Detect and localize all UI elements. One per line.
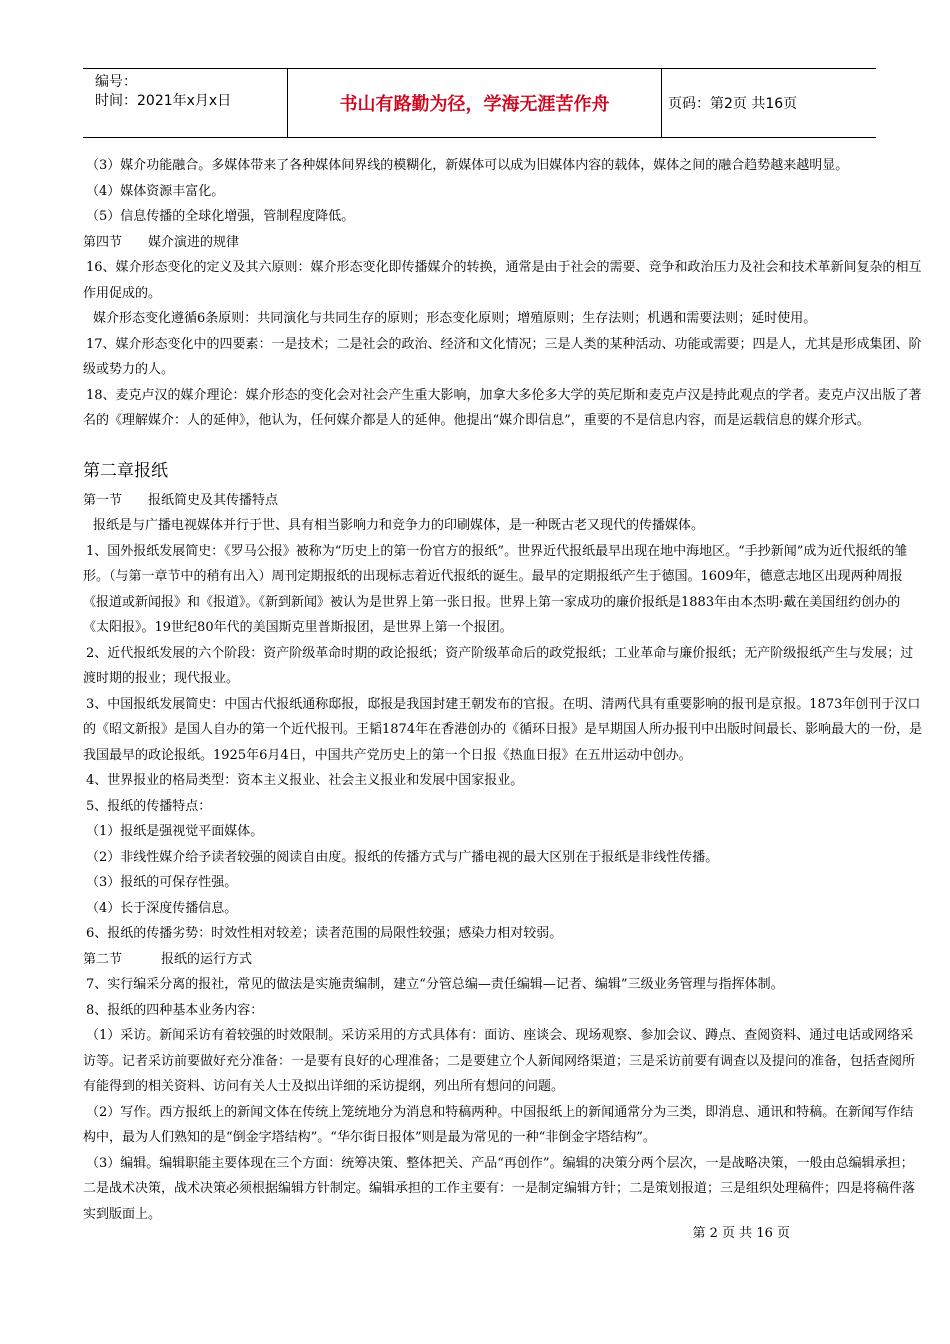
paragraph: 8、报纸的四种基本业务内容：	[86, 1002, 264, 1018]
chapter-title: 第二章报纸	[83, 460, 168, 481]
number-label: 编号：	[95, 74, 137, 90]
time-label: 时间：2021年x月x日	[95, 93, 232, 109]
paragraph: 报纸是与广播电视媒体并行于世、具有相当影响力和竞争力的印刷媒体，是一种既古老又现代的传播媒体。	[93, 518, 705, 533]
paragraph: （1）报纸是强视觉平面媒体。	[86, 824, 264, 839]
paragraph: （5）信息传播的全球化增强，管制程度降低。	[86, 209, 355, 224]
page-footer: 第 2 页 共 16 页	[692, 1226, 790, 1241]
paragraph: （2）写作。西方报纸上的新闻文体在传统上笼统地分为消息和特稿两种。中国报纸上的新闻通常分为三类，即消息、通讯和特稿。在新闻写作结构中，最为人们熟知的是“倒金字塔结构”。“华尔街日报体”则是最为常见的一种“非倒金字塔结构”。	[83, 1104, 914, 1145]
document-body	[83, 153, 923, 1227]
paragraph: （4）长于深度传播信息。	[86, 900, 238, 916]
section-heading: 第二节 报纸的运行方式	[83, 951, 253, 967]
paragraph: 2、近代报纸发展的六个阶段：资产阶级革命时期的政论报纸；资产阶级革命后的政党报纸；工业革命与廉价报纸；无产阶级报纸产生与发展；过渡时期的报业；现代报业。	[83, 645, 914, 686]
paragraph: （3）媒介功能融合。多媒体带来了各种媒体间界线的模糊化，新媒体可以成为旧媒体内容的载体，媒体之间的融合趋势越来越明显。	[86, 158, 849, 173]
paragraph: （4）媒体资源丰富化。	[86, 183, 225, 199]
section-heading: 第四节 媒介演进的规律	[83, 234, 240, 250]
paragraph: 16、媒介形态变化的定义及其六原则：媒介形态变化即传播媒介的转换，通常是由于社会的需要、竞争和政治压力及社会和技术革新间复杂的相互作用促成的。	[83, 260, 922, 301]
paragraph: 6、报纸的传播劣势：时效性相对较差；读者范围的局限性较强；感染力相对较弱。	[86, 926, 563, 941]
paragraph: 17、媒介形态变化中的四要素：一是技术；二是社会的政治、经济和文化情况；三是人类的某种活动、功能或需要；四是人，尤其是形成集团、阶级或势力的人。	[83, 336, 922, 377]
header-page-label: 页码：第2页 共16页	[668, 96, 798, 112]
paragraph: （1）采访。新闻采访有着较强的时效限制。采访采用的方式具体有：面访、座谈会、现场观察、参加会议、蹲点、查阅资料、通过电话或网络采访等。记者采访前要做好充分准备：一是要有良好的心理准备；二是要建立个人新闻网络渠道；三是采访前要有调查以及提问的准备，包括查阅所有能得到的相关资料、访问有关人士及拟出详细的采访提纲，列出所有想问的问题。	[83, 1028, 916, 1094]
paragraph: 5、报纸的传播特点：	[86, 798, 212, 814]
section-heading: 第一节 报纸简史及其传播特点	[83, 492, 279, 508]
header-motto: 书山有路勤为径，学海无涯苦作舟	[288, 69, 662, 137]
paragraph: （2）非线性媒介给予读者较强的阅读自由度。报纸的传播方式与广播电视的最大区别在于报纸是非线性传播。	[86, 849, 719, 865]
paragraph: 1、国外报纸发展简史：《罗马公报》被称为“历史上的第一份官方的报纸”。世界近代报纸最早出现在地中海地区。“手抄新闻”成为近代报纸的雏形。（与第一章节中的稍有出入）周刊定期报纸的出现标志着近代报纸的诞生。最早的定期报纸产生于德国。1609年，德意志地区出现两种周报《报道或新闻报》和《报道》。《新到新闻》被认为是世界上第一张日报。世界上第一家成功的廉价报纸是1883年由本杰明·戴在美国纽约创办的《太阳报》。19世纪80年代的美国斯克里普斯报团，是世界上第一个报团。	[83, 543, 908, 635]
paragraph: 3、中国报纸发展简史：中国古代报纸通称邸报，邸报是我国封建王朝发布的官报。在明、清两代具有重要影响的报刊是京报。1873年创刊于汉口的《昭文新报》是国人自办的第一个近代报刊。王韬1874年在香港创办的《循环日报》是早期国人所办报刊中出版时间最长、影响最大的一份，是我国最早的政论报纸。1925年6月4日，中国共产党历史上的第一个日报《热血日报》在五卅运动中创办。	[83, 696, 923, 763]
paragraph: 18、麦克卢汉的媒介理论：媒介形态的变化会对社会产生重大影响，加拿大多伦多大学的英尼斯和麦克卢汉是持此观点的学者。麦克卢汉出版了著名的《理解媒介：人的延伸》，他认为，任何媒介都是人的延伸。他提出“媒介即信息”，重要的不是信息内容，而是运载信息的媒介形式。	[83, 387, 922, 428]
paragraph: 7、实行编采分离的报社，常见的做法是实施责编制，建立“分管总编—责任编辑—记者、编辑”三级业务管理与指挥体制。	[86, 977, 784, 992]
header-meta	[83, 69, 288, 137]
paragraph: 4、世界报业的格局类型：资本主义报业、社会主义报业和发展中国家报业。	[86, 773, 524, 788]
paragraph: 媒介形态变化遵循6条原则：共同演化与共同生存的原则；形态变化原则；增殖原则；生存法则；机遇和需要法则；延时使用。	[93, 311, 817, 326]
paragraph: （3）编辑。编辑职能主要体现在三个方面：统筹决策、整体把关、产品“再创作”。编辑的决策分两个层次，一是战略决策，一般由总编辑承担；二是战术决策，战术决策必须根据编辑方针制定。编辑承担的工作主要有：一是制定编辑方针；二是策划报道；三是组织处理稿件；四是将稿件落实到版面上。	[83, 1155, 916, 1222]
page-header	[83, 68, 876, 138]
paragraph: （3）报纸的可保存性强。	[86, 875, 238, 890]
